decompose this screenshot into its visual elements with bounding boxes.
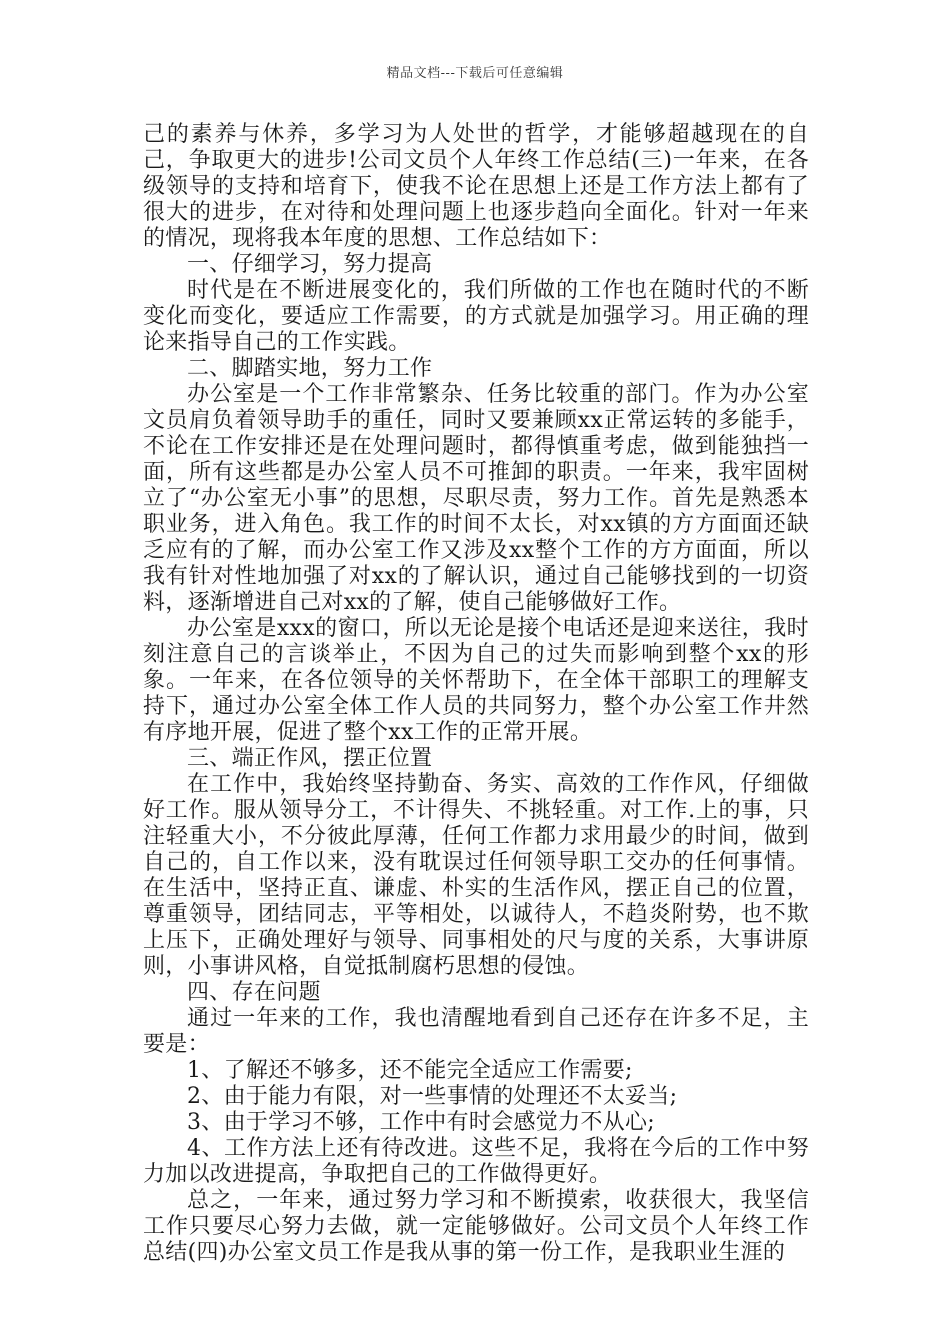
list-item-problem-4: 4、工作方法上还有待改进。这些不足，我将在今后的工作中努力加以改进提高，争取把自己的工作做得更好。 (143, 1136, 809, 1187)
paragraph-intro: 己的素养与休养，多学习为人处世的哲学，才能够超越现在的自己，争取更大的进步!公司文员个人年终工作总结(三)一年来，在各级领导的支持和培育下，使我不论在思想上还是工作方法上都有了很大的进步，在对待和处理问题上也逐步趋向全面化。针对一年来的情况，现将我本年度的思想、工作总结如下： (143, 122, 809, 251)
section-heading-2: 二、脚踏实地，努力工作 (187, 356, 433, 381)
document-body (143, 122, 809, 1266)
paragraph-problems-intro: 通过一年来的工作，我也清醒地看到自己还存在许多不足，主要是： (143, 1006, 809, 1057)
paragraph-office-window: 办公室是xxx的窗口，所以无论是接个电话还是迎来送往，我时刻注意自己的言谈举止，不因为自己的过失而影响到整个xx的形象。一年来，在各位领导的关怀帮助下，在全体干部职工的理解支持下，通过办公室全体工作人员的共同努力，整个办公室工作井然有序地开展，促进了整个xx工作的正常开展。 (143, 616, 809, 745)
section-heading-4: 四、存在问题 (187, 980, 321, 1005)
section-heading-1: 一、仔细学习，努力提高 (187, 252, 433, 277)
list-item-problem-3: 3、由于学习不够，工作中有时会感觉力不从心; (187, 1110, 656, 1135)
page-header: 精品文档---下载后可任意编辑 (386, 66, 564, 81)
list-item-problem-2: 2、由于能力有限，对一些事情的处理还不太妥当; (187, 1084, 678, 1109)
paragraph-office-duties: 办公室是一个工作非常繁杂、任务比较重的部门。作为办公室文员肩负着领导助手的重任，同时又要兼顾xx正常运转的多能手，不论在工作安排还是在处理问题时，都得慎重考虑，做到能独挡一面，所有这些都是办公室人员不可推卸的职责。一年来，我牢固树立了“办公室无小事”的思想，尽职尽责，努力工作。首先是熟悉本职业务，进入角色。我工作的时间不太长，对xx镇的方方面面还缺乏应有的了解，而办公室工作又涉及xx整个工作的方方面面，所以我有针对性地加强了对xx的了解认识，通过自己能够找到的一切资料，逐渐增进自己对xx的了解，使自己能够做好工作。 (143, 382, 809, 615)
paragraph-work-style: 在工作中，我始终坚持勤奋、务实、高效的工作作风，仔细做好工作。服从领导分工，不计得失、不挑轻重。对工作.上的事，只注轻重大小，不分彼此厚薄，任何工作都力求用最少的时间，做到自己的，自工作以来，没有耽误过任何领导职工交办的任何事情。在生活中，坚持正直、谦虚、朴实的生活作风，摆正自己的位置，尊重领导，团结同志，平等相处，以诚待人，不趋炎附势，也不欺上压下，正确处理好与领导、同事相处的尺与度的关系，大事讲原则，小事讲风格，自觉抵制腐朽思想的侵蚀。 (143, 772, 809, 979)
list-item-problem-1: 1、了解还不够多，还不能完全适应工作需要; (187, 1058, 633, 1083)
section-heading-3: 三、端正作风，摆正位置 (187, 746, 433, 771)
paragraph-study: 时代是在不断进展变化的，我们所做的工作也在随时代的不断变化而变化，要适应工作需要，的方式就是加强学习。用正确的理论来指导自己的工作实践。 (143, 278, 809, 355)
paragraph-conclusion: 总之，一年来，通过努力学习和不断摸索，收获很大，我坚信工作只要尽心努力去做，就一定能够做好。公司文员个人年终工作总结(四)办公室文员工作是我从事的第一份工作，是我职业生涯的 (143, 1188, 809, 1265)
